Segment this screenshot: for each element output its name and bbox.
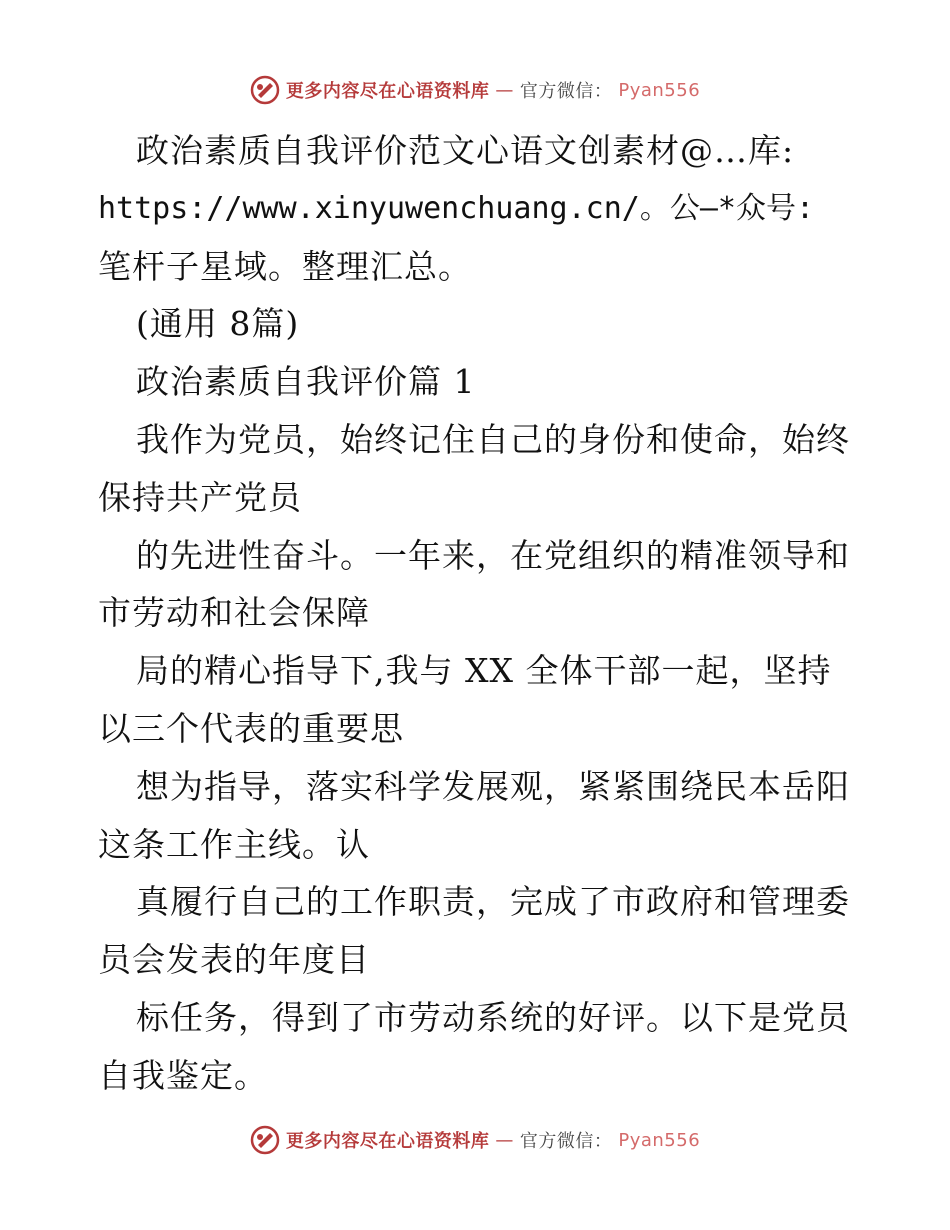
banner-separator: — [495, 1129, 514, 1151]
text-line: 以三个代表的重要思 [98, 708, 404, 748]
text-line: 笔杆子星域。整理汇总。 [98, 246, 472, 286]
text-line: https://www.xinyuwenchuang.cn/。公—*众号: [98, 190, 815, 226]
banner-wechat-label: 官方微信： [519, 81, 613, 102]
text-line: 保持共产党员 [98, 477, 302, 517]
banner-separator: — [495, 79, 514, 101]
text-line: 自我鉴定。 [98, 1055, 268, 1095]
header-watermark-banner [0, 70, 950, 110]
banner-wechat-label: 官方微信： [519, 1131, 613, 1152]
text-line: (通用 8篇) [136, 304, 300, 344]
text-line: 市劳动和社会保障 [98, 593, 370, 633]
banner-wechat-id: Pyan556 [618, 1129, 701, 1151]
text-line: 局的精心指导下,我与 XX 全体干部一起，坚持 [136, 651, 832, 691]
banner-brand-text: 更多内容尽在心语资料库 [285, 81, 490, 102]
footer-watermark-banner [0, 1120, 950, 1160]
text-line: 这条工作主线。认 [98, 824, 370, 864]
text-line: 的先进性奋斗。一年来，在党组织的精准领导和 [136, 535, 850, 575]
text-line: 我作为党员，始终记住自己的身份和使命，始终 [136, 419, 850, 459]
text-line: 标任务，得到了市劳动系统的好评。以下是党员 [136, 997, 850, 1037]
text-line: 真履行自己的工作职责，完成了市政府和管理委 [136, 882, 850, 922]
section-heading: 政治素质自我评价篇 1 [136, 362, 476, 402]
library-logo-icon [250, 75, 280, 105]
banner-brand-text: 更多内容尽在心语资料库 [285, 1131, 490, 1152]
text-line: 想为指导，落实科学发展观，紧紧围绕民本岳阳 [136, 766, 850, 806]
document-body [98, 122, 858, 1105]
text-line: 员会发表的年度目 [98, 940, 370, 980]
library-logo-icon [250, 1125, 280, 1155]
text-line: 政治素质自我评价范文心语文创素材@…库: [136, 131, 795, 170]
banner-wechat-id: Pyan556 [618, 79, 701, 101]
